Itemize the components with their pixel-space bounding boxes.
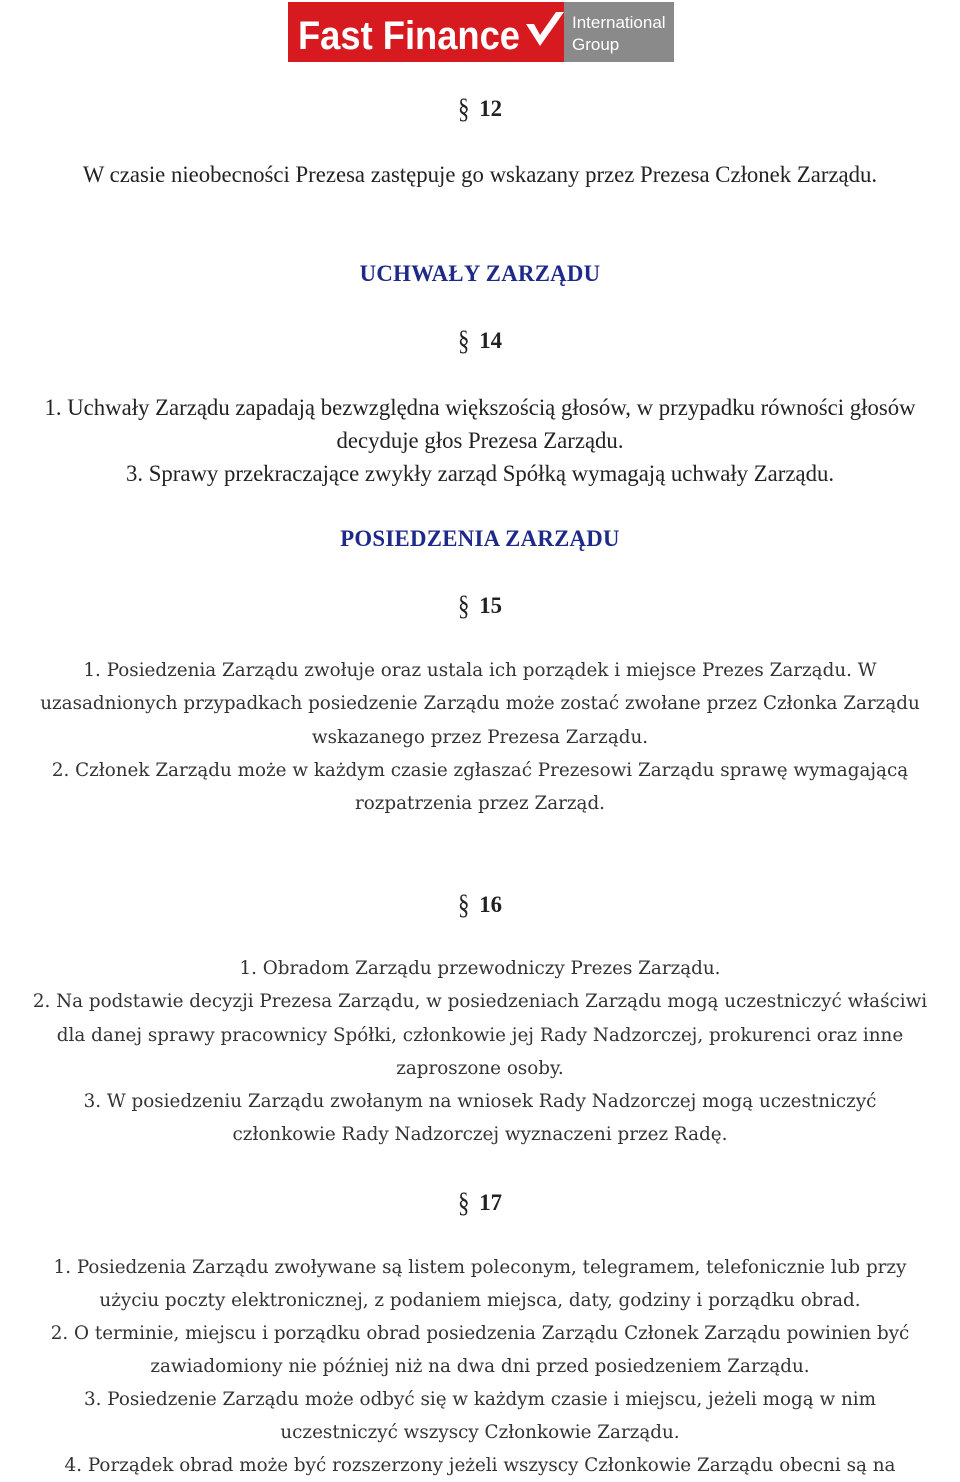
section-17-line: 1. Posiedzenia Zarządu zwoływane są listem poleconym, telegramem, telefonicznie lub przy (53, 1257, 907, 1278)
section-number: 12 (479, 96, 503, 121)
section-16-heading (5, 888, 955, 920)
section-17-line: uczestniczyć wszyscy Członkowie Zarządu. (280, 1422, 680, 1443)
section-16-line: dla danej sprawy pracownicy Spółki, członkowie jej Rady Nadzorczej, prokurenci oraz inne (56, 1025, 904, 1046)
logo-sub-line1: International (572, 13, 666, 32)
section-17-line: zawiadomiony nie później niż na dwa dni przed posiedzeniem Zarządu. (150, 1356, 810, 1377)
section-17-line: 3. Posiedzenie Zarządu może odbyć się w każdym czasie i miejscu, jeżeli mogą w nim (84, 1389, 876, 1410)
section-16-line: 3. W posiedzeniu Zarządu zwołanym na wniosek Rady Nadzorczej mogą uczestniczyć (83, 1091, 877, 1112)
posiedzenia-line: 2. Członek Zarządu może w każdym czasie zgłaszać Prezesowi Zarządu sprawę wymagającą (51, 760, 909, 781)
section-number: 17 (479, 1190, 503, 1215)
logo-brand-text: Fast Finance (298, 14, 520, 58)
section-symbol: § (457, 1186, 470, 1218)
section-15-heading (5, 589, 955, 621)
section-17-line: użyciu poczty elektronicznej, z podaniem miejsca, daty, godziny i porządku obrad. (99, 1290, 861, 1311)
posiedzenia-line: 1. Posiedzenia Zarządu zwołuje oraz ustala ich porządek i miejsce Prezes Zarządu. W (83, 660, 877, 681)
section-12-heading (5, 92, 955, 124)
section-symbol: § (457, 92, 470, 124)
section-number: 14 (479, 328, 503, 353)
section-16-line: 2. Na podstawie decyzji Prezesa Zarządu, w posiedzeniach Zarządu mogą uczestniczyć właściwi (32, 991, 928, 1012)
section-symbol: § (457, 589, 470, 621)
section-16-line: zaproszone osoby. (396, 1058, 564, 1079)
uchwaly-line: 3. Sprawy przekraczające zwykły zarząd Spółką wymagają uchwały Zarządu. (125, 461, 835, 486)
posiedzenia-line: uzasadnionych przypadkach posiedzenie Zarządu może zostać zwołane przez Członka Zarządu (40, 693, 920, 714)
uchwaly-heading: UCHWAŁY ZARZĄDU (359, 261, 601, 286)
section-number: 15 (479, 593, 503, 618)
uchwaly-line: decyduje głos Prezesa Zarządu. (336, 428, 624, 453)
section-14-heading (5, 324, 955, 356)
fast-finance-logo (288, 2, 674, 62)
section-12-text: W czasie nieobecności Prezesa zastępuje go wskazany przez Prezesa Członek Zarządu. (82, 162, 878, 187)
posiedzenia-line: rozpatrzenia przez Zarząd. (354, 793, 606, 814)
section-number: 16 (479, 892, 503, 917)
section-symbol: § (457, 888, 470, 920)
section-symbol: § (457, 324, 470, 356)
logo-sub-line2: Group (572, 35, 620, 54)
section-17-line: 4. Porządek obrad może być rozszerzony jeżeli wszyscy Członkowie Zarządu obecni są na (64, 1455, 896, 1476)
uchwaly-line: 1. Uchwały Zarządu zapadają bezwzględna większością głosów, w przypadku równości głosów (44, 395, 916, 420)
section-16-line: 1. Obradom Zarządu przewodniczy Prezes Zarządu. (239, 958, 721, 979)
section-17-line: 2. O terminie, miejscu i porządku obrad posiedzenia Zarządu Członek Zarządu powinien być (50, 1323, 910, 1344)
section-16-line: członkowie Rady Nadzorczej wyznaczeni przez Radę. (232, 1124, 728, 1145)
section-17-heading (5, 1186, 955, 1218)
posiedzenia-line: wskazanego przez Prezesa Zarządu. (311, 727, 649, 748)
posiedzenia-heading: POSIEDZENIA ZARZĄDU (340, 526, 620, 551)
